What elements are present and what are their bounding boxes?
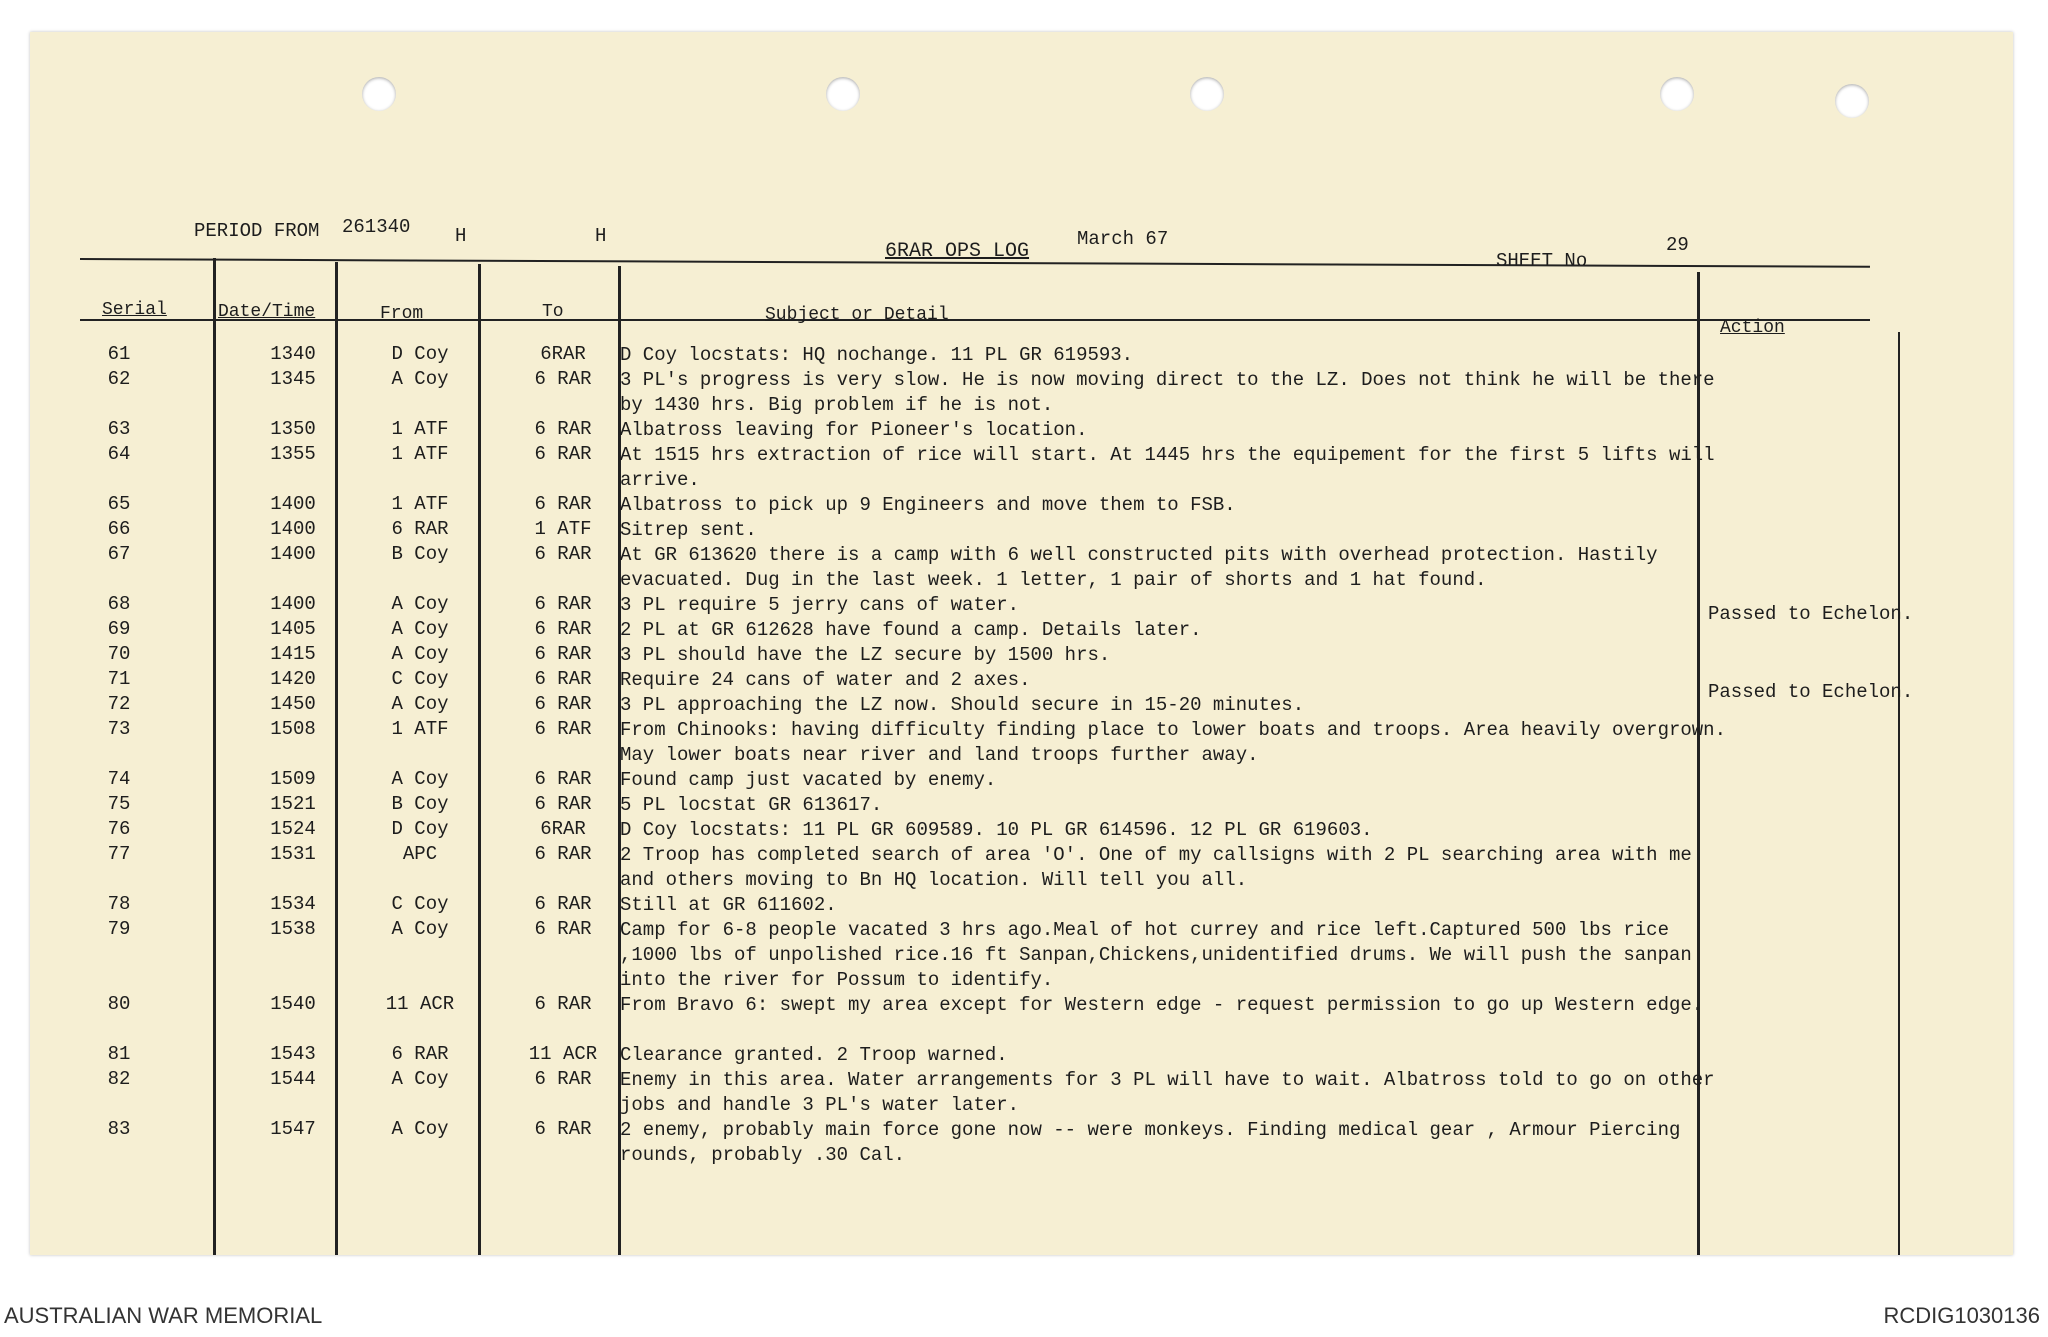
time-cell: 1415: [270, 643, 316, 665]
sheet-label: SHEET No: [1496, 250, 1588, 272]
time-cell: 1509: [270, 768, 316, 790]
time-cell: 1547: [270, 1118, 316, 1140]
to-cell: 6RAR: [540, 818, 586, 840]
to-cell: 6 RAR: [534, 368, 592, 390]
detail-cell: 3 PL's progress is very slow. He is now moving direct to the LZ. Does not think he will be there by 1430 hrs. Big problem if he is not.: [620, 369, 1715, 416]
archive-credit: AUSTRALIAN WAR MEMORIAL: [4, 1303, 323, 1328]
serial-cell: 71: [107, 668, 131, 690]
period-value: 261340: [342, 216, 411, 238]
to-cell: 6 RAR: [534, 493, 592, 515]
col-divider: [1898, 332, 1900, 1255]
punch-hole: [1190, 77, 1224, 111]
from-cell: A Coy: [391, 618, 449, 640]
detail-cell: Still at GR 611602.: [620, 894, 837, 916]
time-cell: 1400: [270, 518, 316, 540]
serial-cell: 76: [107, 818, 131, 840]
to-cell: 6 RAR: [534, 418, 592, 440]
from-cell: 6 RAR: [391, 518, 449, 540]
to-cell: 6 RAR: [534, 643, 592, 665]
to-cell: 6 RAR: [534, 593, 592, 615]
serial-cell: 82: [107, 1068, 131, 1090]
serial-cell: 81: [107, 1043, 131, 1065]
from-cell: 1 ATF: [391, 493, 449, 515]
time-cell: 1508: [270, 718, 316, 740]
detail-cell: Albatross to pick up 9 Engineers and move them to FSB.: [620, 494, 1236, 516]
punch-hole: [1660, 77, 1694, 111]
to-cell: 6 RAR: [534, 793, 592, 815]
from-cell: A Coy: [391, 1068, 449, 1090]
detail-cell: Enemy in this area. Water arrangements for 3 PL will have to wait. Albatross told to go on other jobs and handle 3 PL's water later.: [620, 1069, 1715, 1116]
to-cell: 6RAR: [540, 343, 586, 365]
serial-cell: 66: [107, 518, 131, 540]
detail-cell: D Coy locstats: HQ nochange. 11 PL GR 619593.: [620, 344, 1134, 366]
to-cell: 6 RAR: [534, 768, 592, 790]
archive-reference: RCDIG1030136: [1883, 1303, 2040, 1328]
detail-cell: 2 Troop has completed search of area 'O'. One of my callsigns with 2 PL searching area with me and others moving to Bn HQ location. Will tell you all.: [620, 844, 1692, 891]
from-cell: A Coy: [391, 368, 449, 390]
to-cell: 6 RAR: [534, 843, 592, 865]
serial-cell: 64: [107, 443, 131, 465]
time-cell: 1400: [270, 543, 316, 565]
time-cell: 1538: [270, 918, 316, 940]
from-cell: A Coy: [391, 768, 449, 790]
to-cell: 6 RAR: [534, 718, 592, 740]
serial-cell: 61: [107, 343, 131, 365]
time-cell: 1340: [270, 343, 316, 365]
from-cell: A Coy: [391, 1118, 449, 1140]
log-title: 6RAR OPS LOG: [885, 240, 1030, 263]
col-detail: Subject or Detail: [765, 305, 949, 325]
serial-cell: 83: [107, 1118, 131, 1140]
time-cell: 1400: [270, 493, 316, 515]
to-cell: 6 RAR: [534, 543, 592, 565]
time-cell: 1400: [270, 593, 316, 615]
time-cell: 1543: [270, 1043, 316, 1065]
detail-cell: Found camp just vacated by enemy.: [620, 769, 997, 791]
log-month: March 67: [1077, 228, 1169, 250]
to-cell: 6 RAR: [534, 918, 592, 940]
col-action: Action: [1720, 318, 1785, 338]
from-cell: B Coy: [391, 793, 449, 815]
detail-cell: Albatross leaving for Pioneer's location.: [620, 419, 1088, 441]
to-cell: 11 ACR: [528, 1043, 598, 1065]
detail-cell: Require 24 cans of water and 2 axes.: [620, 669, 1031, 691]
column-rule: [80, 319, 1870, 321]
action-cell: Passed to Echelon.: [1708, 681, 1914, 703]
detail-cell: Sitrep sent.: [620, 519, 757, 541]
time-cell: 1450: [270, 693, 316, 715]
to-cell: 6 RAR: [534, 618, 592, 640]
to-cell: 6 RAR: [534, 1068, 592, 1090]
from-cell: B Coy: [391, 543, 449, 565]
from-cell: A Coy: [391, 593, 449, 615]
to-cell: 6 RAR: [534, 993, 592, 1015]
detail-cell: 5 PL locstat GR 613617.: [620, 794, 883, 816]
to-cell: 6 RAR: [534, 1118, 592, 1140]
punch-hole: [1835, 84, 1869, 118]
col-serial: Serial: [102, 300, 167, 320]
detail-cell: At GR 613620 there is a camp with 6 well constructed pits with overhead protection. Hastily evacuated. Dug in the last week. 1 letter, 1 pair of shorts and 1 hat found.: [620, 544, 1658, 591]
time-cell: 1345: [270, 368, 316, 390]
time-cell: 1544: [270, 1068, 316, 1090]
time-cell: 1521: [270, 793, 316, 815]
punch-hole: [826, 77, 860, 111]
time-cell: 1524: [270, 818, 316, 840]
serial-cell: 65: [107, 493, 131, 515]
serial-cell: 67: [107, 543, 131, 565]
serial-cell: 72: [107, 693, 131, 715]
detail-cell: Camp for 6-8 people vacated 3 hrs ago.Meal of hot currey and rice left.Captured 500 lbs rice ,1000 lbs of unpolished rice.16 ft Sanpan,Chickens,unidentified drums. We will push the sanpan into the river for Possum to identify.: [620, 919, 1692, 991]
col-divider: [335, 262, 338, 1255]
serial-cell: 75: [107, 793, 131, 815]
col-divider: [478, 264, 481, 1255]
log-sheet: [30, 32, 2013, 1255]
from-cell: A Coy: [391, 643, 449, 665]
action-cell: Passed to Echelon.: [1708, 603, 1914, 625]
punch-hole: [362, 77, 396, 111]
serial-cell: 80: [107, 993, 131, 1015]
col-to: To: [542, 302, 564, 322]
from-cell: 11 ACR: [385, 993, 455, 1015]
from-cell: APC: [402, 843, 438, 865]
period-h2: H: [595, 225, 607, 247]
from-cell: 1 ATF: [391, 418, 449, 440]
from-cell: 1 ATF: [391, 443, 449, 465]
detail-cell: 3 PL approaching the LZ now. Should secure in 15-20 minutes.: [620, 694, 1305, 716]
serial-cell: 62: [107, 368, 131, 390]
detail-cell: From Bravo 6: swept my area except for Western edge - request permission to go up Western edge.: [620, 994, 1704, 1016]
col-datetime: Date/Time: [218, 302, 316, 322]
time-cell: 1355: [270, 443, 316, 465]
from-cell: A Coy: [391, 693, 449, 715]
from-cell: 1 ATF: [391, 718, 449, 740]
detail-cell: Clearance granted. 2 Troop warned.: [620, 1044, 1008, 1066]
col-divider: [213, 258, 216, 1255]
to-cell: 6 RAR: [534, 893, 592, 915]
period-label: PERIOD FROM: [194, 220, 320, 242]
detail-cell: From Chinooks: having difficulty finding place to lower boats and troops. Area heavily overgrown. May lower boats near river and land troops further away.: [620, 719, 1726, 766]
from-cell: C Coy: [391, 668, 449, 690]
serial-cell: 73: [107, 718, 131, 740]
serial-cell: 78: [107, 893, 131, 915]
time-cell: 1350: [270, 418, 316, 440]
detail-cell: 2 enemy, probably main force gone now -- were monkeys. Finding medical gear , Armour Piercing rounds, probably .30 Cal.: [620, 1119, 1681, 1166]
to-cell: 6 RAR: [534, 443, 592, 465]
from-cell: D Coy: [391, 343, 449, 365]
period-h1: H: [455, 225, 467, 247]
detail-cell: D Coy locstats: 11 PL GR 609589. 10 PL GR 614596. 12 PL GR 619603.: [620, 819, 1373, 841]
time-cell: 1534: [270, 893, 316, 915]
to-cell: 1 ATF: [534, 518, 592, 540]
serial-cell: 74: [107, 768, 131, 790]
serial-cell: 68: [107, 593, 131, 615]
serial-cell: 70: [107, 643, 131, 665]
detail-cell: 3 PL should have the LZ secure by 1500 hrs.: [620, 644, 1111, 666]
serial-cell: 63: [107, 418, 131, 440]
sheet-number: 29: [1666, 234, 1689, 256]
detail-cell: 3 PL require 5 jerry cans of water.: [620, 594, 1020, 616]
detail-cell: 2 PL at GR 612628 have found a camp. Details later.: [620, 619, 1202, 641]
col-from: From: [380, 304, 424, 324]
detail-cell: At 1515 hrs extraction of rice will start. At 1445 hrs the equipement for the first 5 lifts will arrive.: [620, 444, 1715, 491]
to-cell: 6 RAR: [534, 693, 592, 715]
time-cell: 1420: [270, 668, 316, 690]
from-cell: C Coy: [391, 893, 449, 915]
time-cell: 1531: [270, 843, 316, 865]
from-cell: 6 RAR: [391, 1043, 449, 1065]
from-cell: D Coy: [391, 818, 449, 840]
time-cell: 1540: [270, 993, 316, 1015]
time-cell: 1405: [270, 618, 316, 640]
to-cell: 6 RAR: [534, 668, 592, 690]
serial-cell: 79: [107, 918, 131, 940]
from-cell: A Coy: [391, 918, 449, 940]
serial-cell: 77: [107, 843, 131, 865]
serial-cell: 69: [107, 618, 131, 640]
